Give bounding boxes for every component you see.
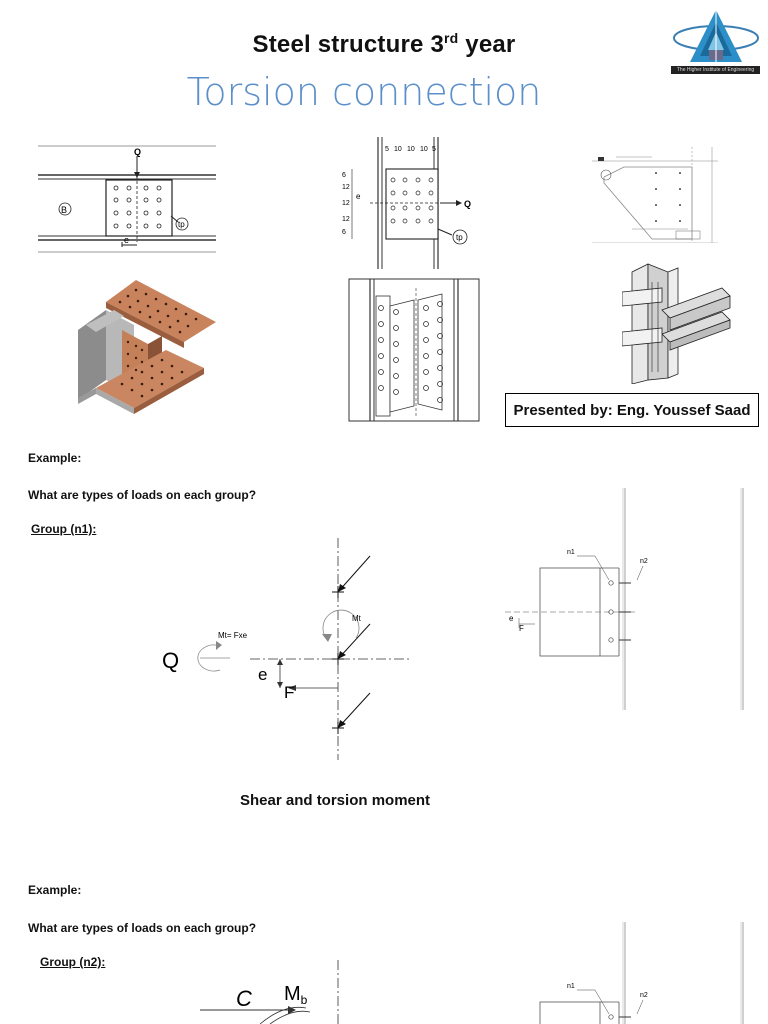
shear-torsion-diagram xyxy=(150,538,412,760)
presenter-box: Presented by: Eng. Youssef Saad xyxy=(505,393,759,427)
fig2-tp-label: tp xyxy=(456,233,463,242)
gusset-detail-figure xyxy=(592,143,732,243)
beam-column-joint-3d-figure xyxy=(622,262,734,384)
fig2-e-label: e xyxy=(356,192,361,201)
group-n1-heading: Group (n1): xyxy=(31,522,97,536)
mt-fxe-label: Mt= Fxe xyxy=(218,631,248,640)
q-label: Q xyxy=(162,648,180,673)
institute-logo xyxy=(672,8,760,68)
diagram2-e-label: e xyxy=(509,614,514,623)
beam-bolt-plate-figure xyxy=(38,142,216,254)
fig2-dim-left-1: 6 xyxy=(342,172,346,179)
logo-caption: The Higher Institute of Engineering xyxy=(671,66,760,74)
example-heading-2: Example: xyxy=(28,883,82,897)
column-bolt-plate-figure xyxy=(340,137,480,269)
n1-label-2: n1 xyxy=(567,983,575,990)
fig2-dim-top-2: 10 xyxy=(394,146,402,153)
fig1-b-label: B xyxy=(61,205,68,215)
example-heading-1: Example: xyxy=(28,451,82,465)
question-text-1: What are types of loads on each group? xyxy=(28,488,257,502)
fig2-q-label: Q xyxy=(464,199,472,209)
fig1-tp-label: tp xyxy=(178,220,185,229)
compression-bending-diagram xyxy=(200,960,400,1024)
n1-label: n1 xyxy=(567,549,575,556)
document-title: Steel structure 3rd year xyxy=(252,30,516,58)
diagram-caption: Shear and torsion moment xyxy=(240,792,431,809)
fig2-dim-top-5: 5 xyxy=(432,146,436,153)
bolt-group-diagram-2 xyxy=(505,922,755,1024)
c-label: C xyxy=(236,986,252,1011)
n2-label-2: n2 xyxy=(640,992,648,999)
fig2-dim-left-2: 12 xyxy=(342,184,350,191)
mb-label: $M_b$ xyxy=(284,983,308,1007)
bolt-group-diagram-1 xyxy=(505,488,755,710)
fig2-dim-top-1: 5 xyxy=(385,146,389,153)
diagram2-f-label: F xyxy=(519,624,524,633)
mt-label: Mt xyxy=(352,614,361,623)
fig2-dim-left-3: 12 xyxy=(342,200,350,207)
document-subtitle: Torsion connection xyxy=(186,70,542,114)
e-label: e xyxy=(258,665,268,684)
f-label: F xyxy=(284,683,295,702)
n2-label: n2 xyxy=(640,558,648,565)
spliced-ibeam-3d-figure xyxy=(66,270,216,420)
column-splice-figure xyxy=(348,278,480,422)
group-n2-heading: Group (n2): xyxy=(40,955,106,969)
fig2-dim-left-4: 12 xyxy=(342,216,350,223)
question-text-2: What are types of loads on each group? xyxy=(28,921,257,935)
fig2-dim-top-4: 10 xyxy=(420,146,428,153)
fig2-dim-top-3: 10 xyxy=(407,146,415,153)
fig1-q-label: Q xyxy=(134,147,142,157)
fig1-e-label: e xyxy=(124,235,130,245)
fig2-dim-left-5: 6 xyxy=(342,229,346,236)
